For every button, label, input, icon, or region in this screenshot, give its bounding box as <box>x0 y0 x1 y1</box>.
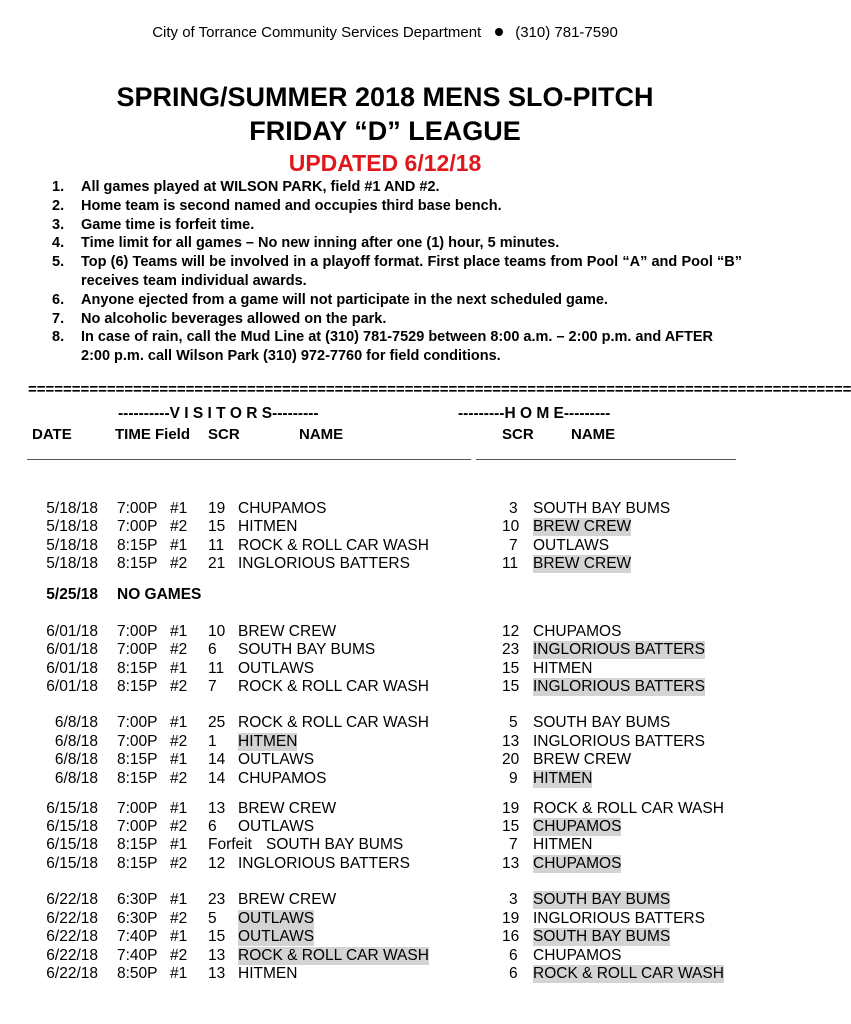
visitors-heading: ----------V I S I T O R S--------- <box>118 405 319 422</box>
rule-text: Time limit for all games – No new inning after one (1) hour, 5 minutes. <box>81 235 560 252</box>
rule-text: Game time is forfeit time. <box>81 216 255 233</box>
game-time: 8:15P <box>117 769 158 787</box>
rule-item <box>52 234 742 253</box>
home-score: 15 <box>502 818 520 835</box>
visitor-team: OUTLAWS <box>238 818 315 835</box>
game-field: #2 <box>170 732 188 750</box>
home-score: 7 <box>509 836 518 854</box>
home-team: INGLORIOUS BATTERS <box>533 677 705 695</box>
home-team: INGLORIOUS BATTERS <box>533 641 705 659</box>
game-date: 6/01/18 <box>46 641 98 659</box>
game-field: #2 <box>170 909 188 927</box>
game-time: 8:15P <box>117 659 158 677</box>
separator-line: ============================================================================================== <box>28 381 851 398</box>
game-time: 8:15P <box>117 555 158 573</box>
home-team: SOUTH BAY BUMS <box>533 928 671 946</box>
home-team: HITMEN <box>533 769 593 787</box>
visitor-score: 11 <box>208 536 225 554</box>
visitor-score: 5 <box>208 909 217 927</box>
rules-list <box>52 178 742 366</box>
game-time: 7:40P <box>117 928 158 946</box>
visitor-score-column-header: SCR <box>208 426 240 443</box>
visitor-score: 7 <box>208 677 217 695</box>
rule-text: In case of rain, call the Mud Line at (310) 781-7529 between 8:00 a.m. – 2:00 p.m. and AFTER 2:00 p.m. call Wilson Park (310) 972-7760 for field conditions. <box>81 329 714 365</box>
visitor-team: ROCK & ROLL CAR WASH <box>238 714 429 732</box>
visitor-team: INGLORIOUS BATTERS <box>238 555 410 573</box>
visitor-score: 11 <box>208 659 225 677</box>
visitors-underline <box>27 459 471 460</box>
game-date: 6/15/18 <box>46 854 98 872</box>
visitor-team: ROCK & ROLL CAR WASH <box>238 677 429 695</box>
visitor-score: 13 <box>208 799 226 817</box>
visitor-team: HITMEN <box>238 964 298 982</box>
visitor-score: 14 <box>208 769 226 787</box>
department-header <box>0 24 770 41</box>
game-date: 6/22/18 <box>46 891 98 909</box>
game-field: #2 <box>170 677 188 695</box>
game-time: 8:50P <box>117 964 158 982</box>
game-time: 7:00P <box>117 518 158 536</box>
home-score: 9 <box>509 769 518 787</box>
home-score: 6 <box>509 946 518 964</box>
game-field: #2 <box>170 555 188 573</box>
visitor-score: 12 <box>208 854 226 872</box>
home-team: BREW CREW <box>533 555 632 573</box>
game-date: 6/01/18 <box>46 677 98 695</box>
visitor-team: INGLORIOUS BATTERS <box>238 854 410 872</box>
rule-text: Anyone ejected from a game will not participate in the next scheduled game. <box>81 291 608 308</box>
game-field: #2 <box>170 854 188 872</box>
visitor-score: 19 <box>208 500 226 517</box>
home-score: 20 <box>502 751 520 769</box>
game-date: 6/22/18 <box>46 909 98 927</box>
date-column-header: DATE <box>32 426 72 443</box>
game-date: 6/15/18 <box>46 818 98 835</box>
visitor-score: 15 <box>208 518 226 536</box>
home-score: 16 <box>502 928 520 946</box>
visitor-team: CHUPAMOS <box>238 500 327 517</box>
game-date: 6/8/18 <box>54 769 98 787</box>
time-field-column-header: TIME Field <box>115 426 190 443</box>
game-time: 8:15P <box>117 751 158 769</box>
home-team: ROCK & ROLL CAR WASH <box>533 964 724 982</box>
rule-item <box>52 253 742 291</box>
visitor-team: ROCK & ROLL CAR WASH <box>238 536 429 554</box>
home-score: 19 <box>502 909 520 927</box>
rule-text: Top (6) Teams will be involved in a playoff format. First place teams from Pool “A” and Pool “B” receives team individual awards. <box>81 254 742 289</box>
rule-number: 4. <box>52 235 65 252</box>
game-field: #1 <box>170 964 188 982</box>
visitor-score: 6 <box>208 818 217 835</box>
game-time: 6:30P <box>117 891 158 909</box>
game-field: #2 <box>170 818 188 835</box>
game-field: #1 <box>170 799 188 817</box>
game-date: 6/15/18 <box>46 836 98 854</box>
home-score: 7 <box>509 536 518 554</box>
visitor-team: BREW CREW <box>238 622 337 640</box>
home-score: 15 <box>502 659 520 677</box>
rule-number: 1. <box>52 179 65 195</box>
league-title: FRIDAY “D” LEAGUE <box>249 116 521 146</box>
home-score: 23 <box>502 641 520 659</box>
visitor-team: OUTLAWS <box>238 909 315 927</box>
home-team: HITMEN <box>533 659 593 677</box>
rule-number: 6. <box>52 291 65 308</box>
game-time: 7:00P <box>117 641 158 659</box>
home-team: CHUPAMOS <box>533 818 622 835</box>
home-score: 3 <box>509 891 518 909</box>
visitor-score: 13 <box>208 946 226 964</box>
visitor-team: BREW CREW <box>238 799 337 817</box>
game-field: #2 <box>170 769 188 787</box>
bullet-icon <box>495 28 503 36</box>
visitor-team: OUTLAWS <box>238 928 315 946</box>
home-team: INGLORIOUS BATTERS <box>533 909 705 927</box>
home-score: 10 <box>502 518 520 536</box>
game-time: 7:00P <box>117 714 158 732</box>
home-score: 13 <box>502 732 520 750</box>
visitor-score: Forfeit <box>208 836 252 854</box>
game-field: #1 <box>170 622 188 640</box>
rule-number: 7. <box>52 310 65 327</box>
game-time: 7:00P <box>117 622 158 640</box>
visitor-score: 14 <box>208 751 226 769</box>
home-team: CHUPAMOS <box>533 854 622 872</box>
rule-number: 8. <box>52 329 65 346</box>
game-field: #1 <box>170 836 188 854</box>
rule-item <box>52 310 742 329</box>
game-time: 8:15P <box>117 677 158 695</box>
game-date: 5/25/18 <box>46 586 98 604</box>
visitor-score: 10 <box>208 622 226 640</box>
rule-number: 2. <box>52 197 65 214</box>
game-date: 5/18/18 <box>46 500 98 517</box>
home-name-column-header: NAME <box>571 426 616 443</box>
home-team: BREW CREW <box>533 518 632 536</box>
visitor-team: SOUTH BAY BUMS <box>238 641 376 659</box>
game-date: 6/22/18 <box>46 928 98 946</box>
home-team: SOUTH BAY BUMS <box>533 500 671 517</box>
visitor-score: 6 <box>208 641 217 659</box>
rule-item <box>52 328 742 366</box>
visitor-score: 15 <box>208 928 226 946</box>
home-team: INGLORIOUS BATTERS <box>533 732 705 750</box>
home-score-column-header: SCR <box>502 426 534 443</box>
home-underline <box>476 459 736 460</box>
department-phone: (310) 781-7590 <box>515 24 618 41</box>
game-field: #1 <box>170 891 188 909</box>
visitor-score: 21 <box>208 555 226 573</box>
game-date: 6/01/18 <box>46 659 98 677</box>
game-date: 6/8/18 <box>54 732 98 750</box>
home-heading: ---------H O M E--------- <box>458 405 611 422</box>
home-team: SOUTH BAY BUMS <box>533 714 671 732</box>
game-time: 6:30P <box>117 909 158 927</box>
game-time: 8:15P <box>117 836 158 854</box>
home-team: SOUTH BAY BUMS <box>533 891 671 909</box>
rule-text: All games played at WILSON PARK, field #1 AND #2. <box>81 179 440 195</box>
game-date: 5/18/18 <box>46 518 98 536</box>
rule-item <box>52 216 742 235</box>
game-time: 7:00P <box>117 818 158 835</box>
game-time: 7:00P <box>117 500 158 517</box>
home-score: 11 <box>502 555 519 573</box>
game-field: #2 <box>170 518 188 536</box>
home-score: 3 <box>509 500 518 517</box>
visitor-team: HITMEN <box>238 518 298 536</box>
home-team: OUTLAWS <box>533 536 610 554</box>
game-date: 5/18/18 <box>46 536 98 554</box>
game-field: #2 <box>170 641 188 659</box>
visitor-score: 25 <box>208 714 226 732</box>
game-field: #1 <box>170 500 188 517</box>
game-date: 6/15/18 <box>46 799 98 817</box>
game-field: #2 <box>170 946 188 964</box>
home-score: 15 <box>502 677 520 695</box>
visitor-team: ROCK & ROLL CAR WASH <box>238 946 429 964</box>
game-date: 5/18/18 <box>46 555 98 573</box>
department-name: City of Torrance Community Services Department <box>152 24 482 41</box>
game-time: 7:40P <box>117 946 158 964</box>
no-games-note: NO GAMES <box>117 586 202 604</box>
visitor-team: SOUTH BAY BUMS <box>266 836 404 854</box>
game-date: 6/22/18 <box>46 946 98 964</box>
visitor-team: CHUPAMOS <box>238 769 327 787</box>
rule-text: No alcoholic beverages allowed on the park. <box>81 310 387 327</box>
game-time: 7:00P <box>117 732 158 750</box>
game-date: 6/01/18 <box>46 622 98 640</box>
game-field: #1 <box>170 536 188 554</box>
game-date: 6/8/18 <box>54 714 98 732</box>
home-score: 6 <box>509 964 518 982</box>
game-field: #1 <box>170 659 188 677</box>
visitor-score: 23 <box>208 891 226 909</box>
home-score: 13 <box>502 854 520 872</box>
rule-item <box>52 178 742 197</box>
home-team: BREW CREW <box>533 751 632 769</box>
home-score: 12 <box>502 622 520 640</box>
home-team: CHUPAMOS <box>533 622 622 640</box>
visitor-name-column-header: NAME <box>299 426 344 443</box>
home-score: 19 <box>502 799 520 817</box>
visitor-team: HITMEN <box>238 732 298 750</box>
visitor-score: 1 <box>208 732 217 750</box>
visitor-team: OUTLAWS <box>238 751 315 769</box>
rule-item <box>52 291 742 310</box>
rule-number: 5. <box>52 254 65 271</box>
home-team: CHUPAMOS <box>533 946 622 964</box>
visitor-score: 13 <box>208 964 226 982</box>
page-title: SPRING/SUMMER 2018 MENS SLO-PITCH <box>116 82 654 112</box>
game-time: 7:00P <box>117 799 158 817</box>
rule-item <box>52 197 742 216</box>
home-team: ROCK & ROLL CAR WASH <box>533 799 724 817</box>
game-field: #1 <box>170 751 188 769</box>
game-time: 8:15P <box>117 854 158 872</box>
game-date: 6/22/18 <box>46 964 98 982</box>
home-team: HITMEN <box>533 836 593 854</box>
game-field: #1 <box>170 714 188 732</box>
visitor-team: BREW CREW <box>238 891 337 909</box>
game-date: 6/8/18 <box>54 751 98 769</box>
rule-number: 3. <box>52 216 65 233</box>
game-field: #1 <box>170 928 188 946</box>
visitor-team: OUTLAWS <box>238 659 315 677</box>
rule-text: Home team is second named and occupies third base bench. <box>81 197 502 214</box>
game-time: 8:15P <box>117 536 158 554</box>
home-score: 5 <box>509 714 518 732</box>
updated-notice: UPDATED 6/12/18 <box>288 150 482 176</box>
